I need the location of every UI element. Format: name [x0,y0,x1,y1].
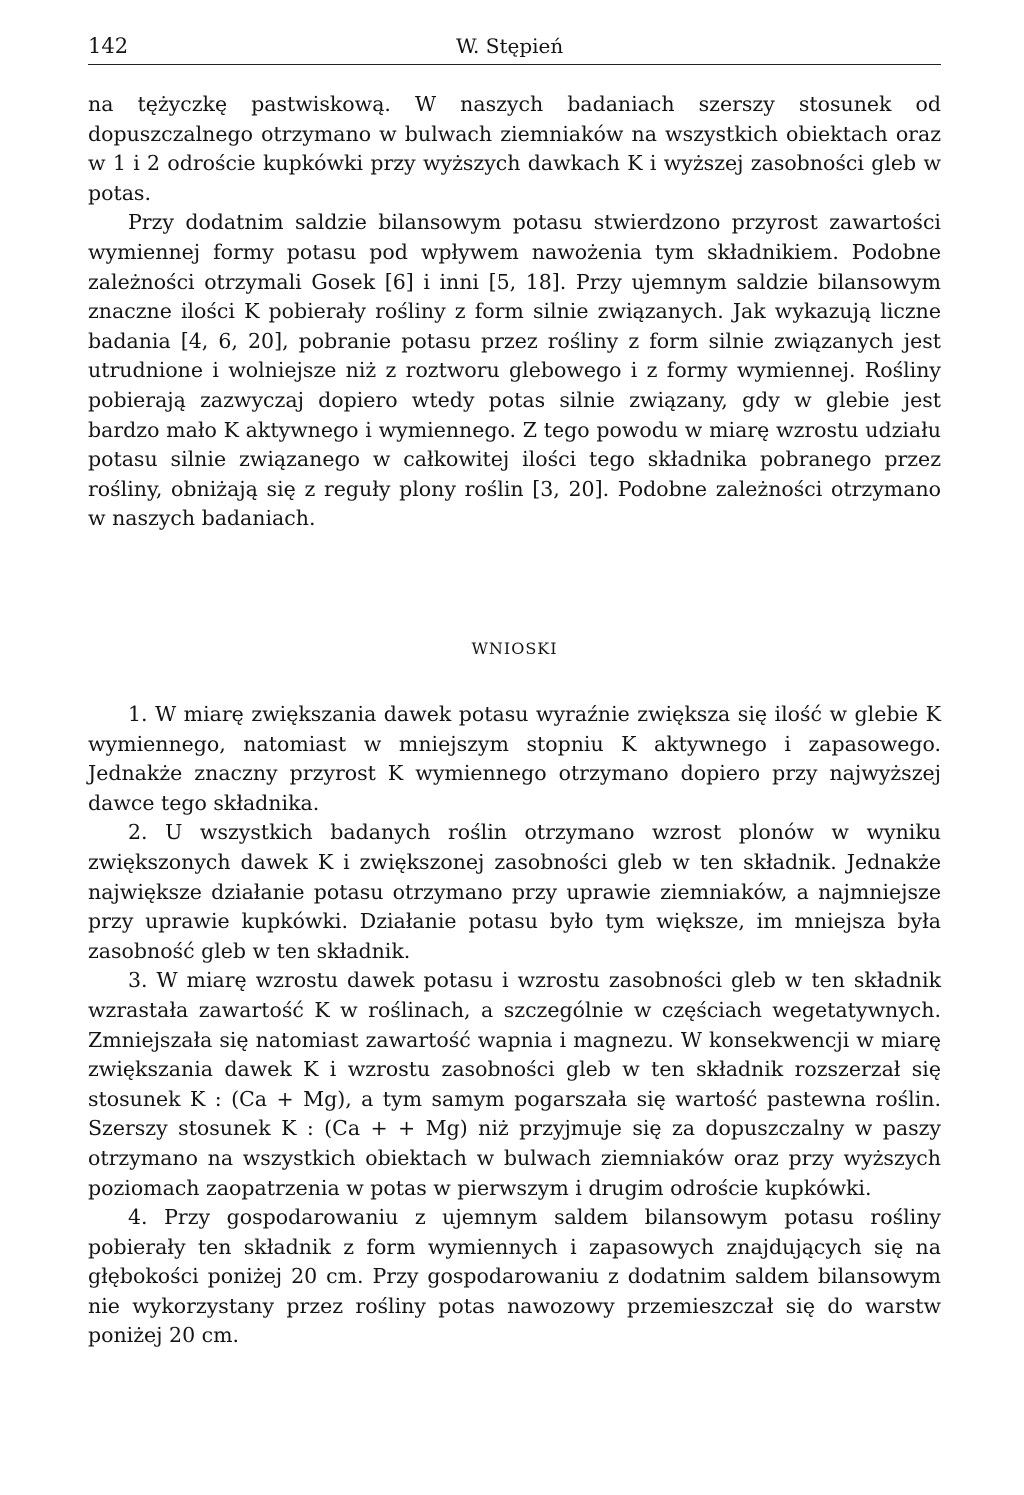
conclusion-item: 1. W miarę zwiększania dawek potasu wyraźnie zwiększa się ilość w glebie K wymiennego, natomiast w mniejszym stopniu K aktywnego i zapasowego. Jednakże znaczny przyrost K wymiennego otrzymano dopiero przy najwyższej dawce tego składnika. [88,702,941,815]
page-header [88,34,941,64]
conclusions-list [88,700,941,1351]
running-head-author: W. Stępień [456,34,564,58]
body-text [88,90,941,534]
conclusion-item: 3. W miarę wzrostu dawek potasu i wzrostu zasobności gleb w ten składnik wzrastała zawartość K w roślinach, a szczególnie w częściach wegetatywnych. Zmniejszała się natomiast zawartość wapnia i magnezu. W konsekwencji w miarę zwiększania dawek K i wzrostu zasobności gleb w ten składnik rozszerzał się stosunek K : (Ca + Mg), a tym samym pogarszała się wartość pastewna roślin. Szerszy stosunek K : (Ca + + Mg) niż przyjmuje się za dopuszczalny w paszy otrzymano na wszystkich obiektach w bulwach ziemniaków oraz przy wyższych poziomach zaopatrzenia w potas w pierwszym i drugim odroście kupkówki. [88,968,941,1200]
page-number: 142 [88,34,129,58]
paragraph-continuation: na tężyczkę pastwiskową. W naszych badaniach szerszy stosunek od dopuszczalnego otrzymano w bulwach ziemniaków na wszystkich obiektach oraz w 1 i 2 odroście kupkówki przy wyższych dawkach K i wyższej zasobności gleb w potas. [88,92,941,205]
section-heading-conclusions: WNIOSKI [471,639,558,658]
conclusion-item: 2. U wszystkich badanych roślin otrzymano wzrost plonów w wyniku zwiększonych dawek K i zwiększonej zasobności gleb w ten składnik. Jednakże największe działanie potasu otrzymano przy uprawie ziemniaków, a najmniejsze przy uprawie kupkówki. Działanie potasu było tym większe, im mniejsza była zasobność gleb w ten składnik. [88,820,941,963]
conclusion-item: 4. Przy gospodarowaniu z ujemnym saldem bilansowym potasu rośliny pobierały ten składnik z form wymiennych i zapasowych znajdujących się na głębokości poniżej 20 cm. Przy gospodarowaniu z dodatnim saldem bilansowym nie wykorzystany przez rośliny potas nawozowy przemieszczał się do warstw poniżej 20 cm. [88,1205,941,1348]
paragraph: Przy dodatnim saldzie bilansowym potasu stwierdzono przyrost zawartości wymiennej formy potasu pod wpływem nawożenia tym składnikiem. Podobne zależności otrzymali Gosek [6] i inni [5, 18]. Przy ujemnym saldzie bilansowym znaczne ilości K pobierały rośliny z form silnie związanych. Jak wykazują liczne badania [4, 6, 20], pobranie potasu przez rośliny z form silnie związanych jest utrudnione i wolniejsze niż z roztworu glebowego i z formy wymiennej. Rośliny pobierają zazwyczaj dopiero wtedy potas silnie związany, gdy w glebie jest bardzo mało K aktywnego i wymiennego. Z tego powodu w miarę wzrostu udziału potasu silnie związanego w całkowitej ilości tego składnika pobranego przez rośliny, obniżają się z reguły plony roślin [3, 20]. Podobne zależności otrzymano w naszych badaniach. [88,210,941,531]
header-rule [88,64,941,65]
